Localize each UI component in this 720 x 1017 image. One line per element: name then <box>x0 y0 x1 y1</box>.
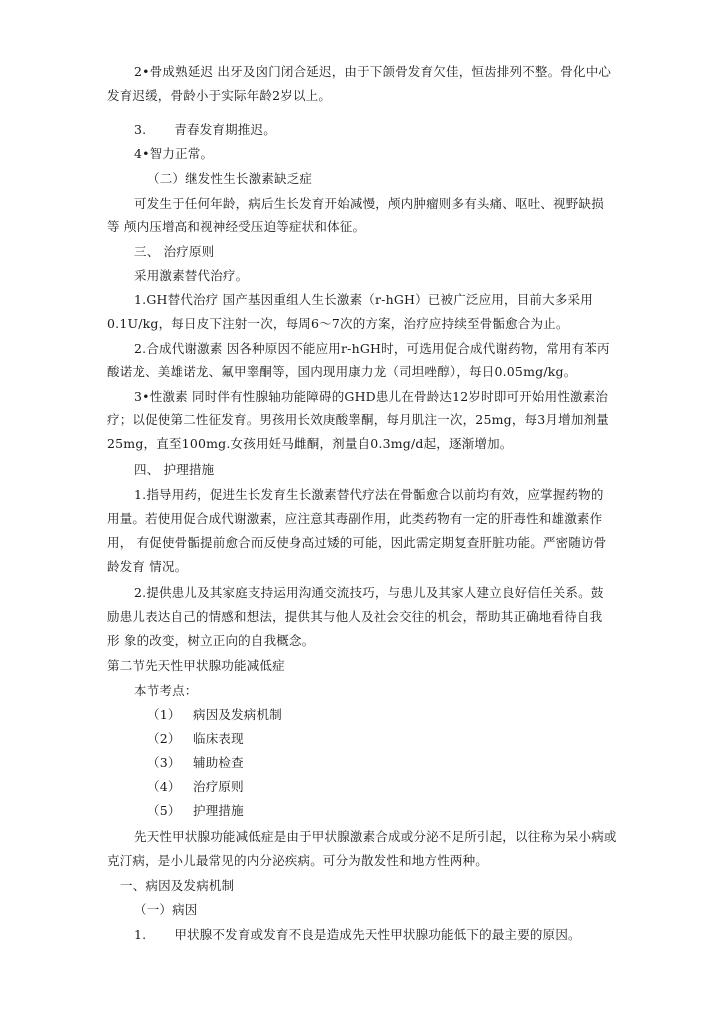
chapter-heading: 第二节先天性甲状腺功能减低症 <box>107 658 285 673</box>
text-line: 形 象的改变，树立正向的自我概念。 <box>107 633 315 648</box>
text-line: 等 颅内压增高和视神经受压迫等症状和体征。 <box>107 219 366 234</box>
list-item <box>147 706 282 724</box>
list-text: 临床表现 <box>193 731 244 746</box>
section-heading: 一、病因及发病机制 <box>120 878 235 893</box>
list-number: （2） <box>147 731 181 746</box>
text-line: 酸诺龙、美雄诺龙、氟甲睾酮等，国内现用康力龙（司坦唑醇），每日0.05mg/kg。 <box>107 364 577 379</box>
list-item <box>134 121 276 139</box>
list-text: 辅助检查 <box>193 755 244 770</box>
text-line: 2•骨成熟延迟 出牙及囟门闭合延迟，由于下颌骨发育欠佳，恒齿排列不整。骨化中心 <box>134 64 612 79</box>
list-number: 3. <box>134 122 147 137</box>
text-line: 用， 有促使骨骺提前愈合而反使身高过矮的可能，因此需定期复查肝脏功能。严密随访骨 <box>107 535 607 550</box>
text-line: 2.合成代谢激素 因各种原因不能应用r-hGH时，可选用促合成代谢药物，常用有苯丙 <box>134 341 610 356</box>
text-line: 先天性甲状腺功能减低症是由于甲状腺激素合成或分泌不足所引起，以往称为呆小病或 <box>134 829 617 844</box>
list-text: 治疗原则 <box>193 779 244 794</box>
list-text: 病因及发病机制 <box>193 707 282 722</box>
section-heading: 四、 护理措施 <box>134 462 215 477</box>
text-line: 疗；以促使第二性征发育。男孩用长效庚酸睾酮，每月肌注一次，25mg，每3月增加剂量 <box>107 412 609 427</box>
list-text: 护理措施 <box>193 803 244 818</box>
text-line: 采用激素替代治疗。 <box>134 268 249 283</box>
text-line: 发育迟缓，骨龄小于实际年龄2岁以上。 <box>107 88 332 103</box>
list-number: （1） <box>147 707 181 722</box>
list-item <box>147 754 244 772</box>
section-heading: （二）继发性生长激素缺乏症 <box>147 171 313 186</box>
text-line: 25mg，直至100mg.女孩用妊马雌酮，剂量自0.3mg/d起，逐渐增加。 <box>107 436 513 451</box>
text-line: 4•智力正常。 <box>134 146 214 161</box>
list-number: （3） <box>147 755 181 770</box>
list-text: 青春发育期推迟。 <box>174 122 276 137</box>
text-line: 用量。若使用促合成代谢激素，应注意其毒副作用，此类药物有一定的肝毒性和雄激素作 <box>107 511 603 526</box>
text-line: 2.提供患儿及其家庭支持运用沟通交流技巧，与患儿及其家人建立良好信任关系。鼓 <box>134 585 604 600</box>
section-heading: （一）病因 <box>134 902 198 917</box>
text-line: 克汀病，是小儿最常见的内分泌疾病。可分为散发性和地方性两种。 <box>107 853 489 868</box>
text-line: 龄发育 情况。 <box>107 559 188 574</box>
text-line: 可发生于任何年龄，病后生长发育开始减慢，颅内肿瘤则多有头痛、呕吐、视野缺损 <box>134 196 604 211</box>
text-line: 1.指导用药，促进生长发育生长激素替代疗法在骨骺愈合以前均有效，应掌握药物的 <box>134 487 604 502</box>
text-line: 3•性激素 同时伴有性腺轴功能障碍的GHD患儿在骨龄达12岁时即可开始用性激素治 <box>134 389 609 404</box>
list-number: （4） <box>147 779 181 794</box>
list-number: （5） <box>147 803 181 818</box>
text-line: 0.1U/kg，每日皮下注射一次，每周6〜7次的方案，治疗应持续至骨骺愈合为止。 <box>107 316 569 331</box>
list-item <box>147 778 244 796</box>
text-line: 本节考点： <box>134 683 198 698</box>
text-line: 1.GH替代治疗 国产基因重组人生长激素（r-hGH）已被广泛应用，目前大多采用 <box>134 292 593 307</box>
list-text: 甲状腺不发育或发育不良是造成先天性甲状腺功能低下的最主要的原因。 <box>174 927 581 942</box>
list-item <box>147 802 244 820</box>
list-item <box>147 730 244 748</box>
list-number: 1. <box>134 927 147 942</box>
section-heading: 三、 治疗原则 <box>134 244 215 259</box>
text-line: 励患儿表达自己的情感和想法，提供其与他人及社会交往的机会，帮助其正确地看待自我 <box>107 609 603 624</box>
list-item <box>134 926 581 944</box>
